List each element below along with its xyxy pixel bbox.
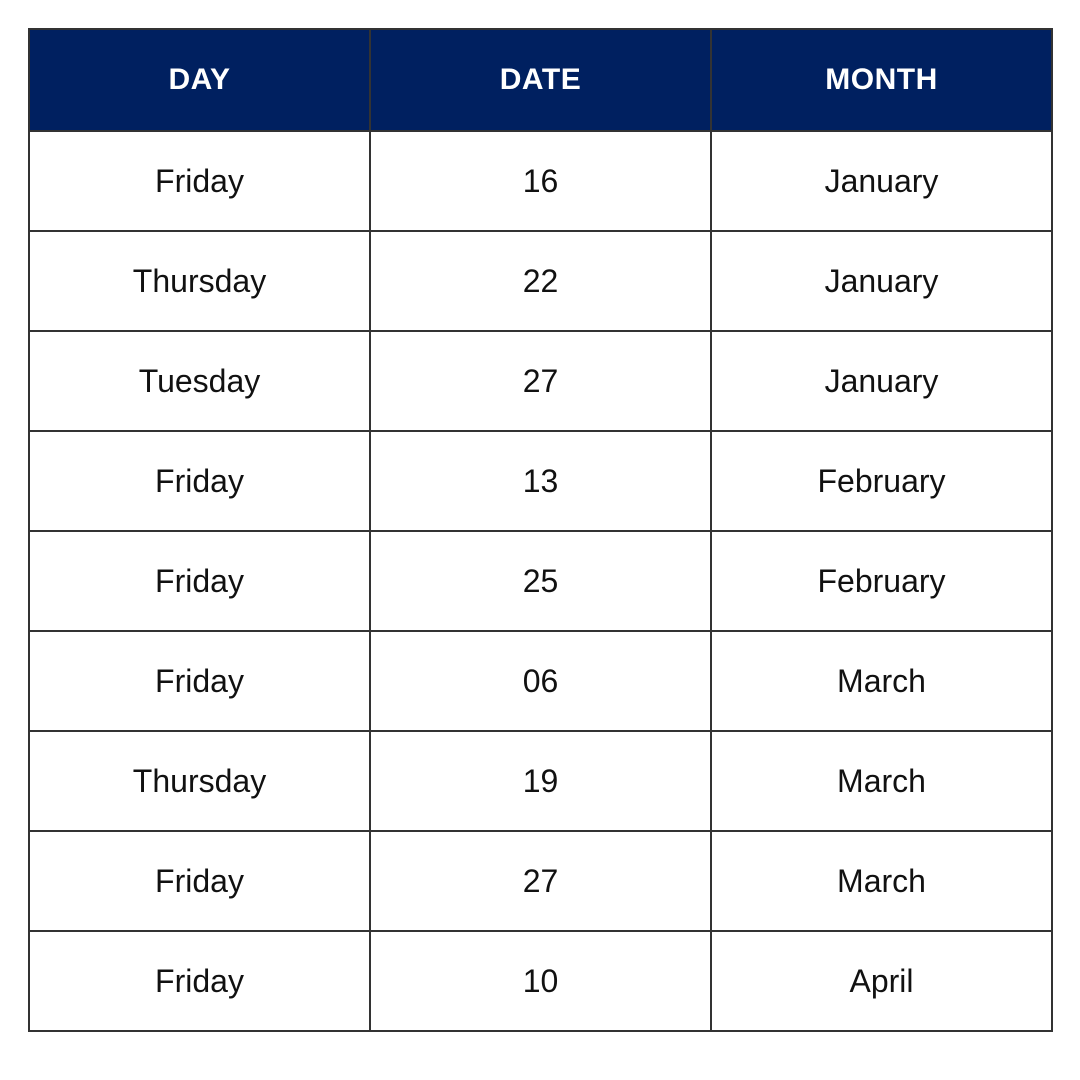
month-cell: February <box>711 431 1052 531</box>
table-row <box>29 431 1052 531</box>
table-row <box>29 131 1052 231</box>
date-cell: 27 <box>370 331 711 431</box>
date-cell: 25 <box>370 531 711 631</box>
header-row <box>29 29 1052 131</box>
day-cell: Friday <box>29 831 370 931</box>
header-day: DAY <box>29 29 370 131</box>
month-cell: January <box>711 331 1052 431</box>
day-cell: Friday <box>29 931 370 1031</box>
month-cell: February <box>711 531 1052 631</box>
header-date: DATE <box>370 29 711 131</box>
month-cell: March <box>711 731 1052 831</box>
table-row <box>29 231 1052 331</box>
date-cell: 10 <box>370 931 711 1031</box>
date-cell: 06 <box>370 631 711 731</box>
table-header <box>29 29 1052 131</box>
month-cell: January <box>711 131 1052 231</box>
table-body <box>29 131 1052 1031</box>
day-cell: Friday <box>29 431 370 531</box>
date-cell: 27 <box>370 831 711 931</box>
month-cell: March <box>711 831 1052 931</box>
table-row <box>29 731 1052 831</box>
table-row <box>29 831 1052 931</box>
date-cell: 22 <box>370 231 711 331</box>
month-cell: April <box>711 931 1052 1031</box>
date-cell: 16 <box>370 131 711 231</box>
day-cell: Friday <box>29 631 370 731</box>
day-cell: Friday <box>29 131 370 231</box>
day-cell: Friday <box>29 531 370 631</box>
date-cell: 13 <box>370 431 711 531</box>
month-cell: March <box>711 631 1052 731</box>
day-cell: Thursday <box>29 231 370 331</box>
schedule-table <box>28 28 1053 1032</box>
table-row <box>29 331 1052 431</box>
table-row <box>29 631 1052 731</box>
date-cell: 19 <box>370 731 711 831</box>
table-row <box>29 531 1052 631</box>
day-cell: Tuesday <box>29 331 370 431</box>
table-row <box>29 931 1052 1031</box>
header-month: MONTH <box>711 29 1052 131</box>
month-cell: January <box>711 231 1052 331</box>
day-cell: Thursday <box>29 731 370 831</box>
